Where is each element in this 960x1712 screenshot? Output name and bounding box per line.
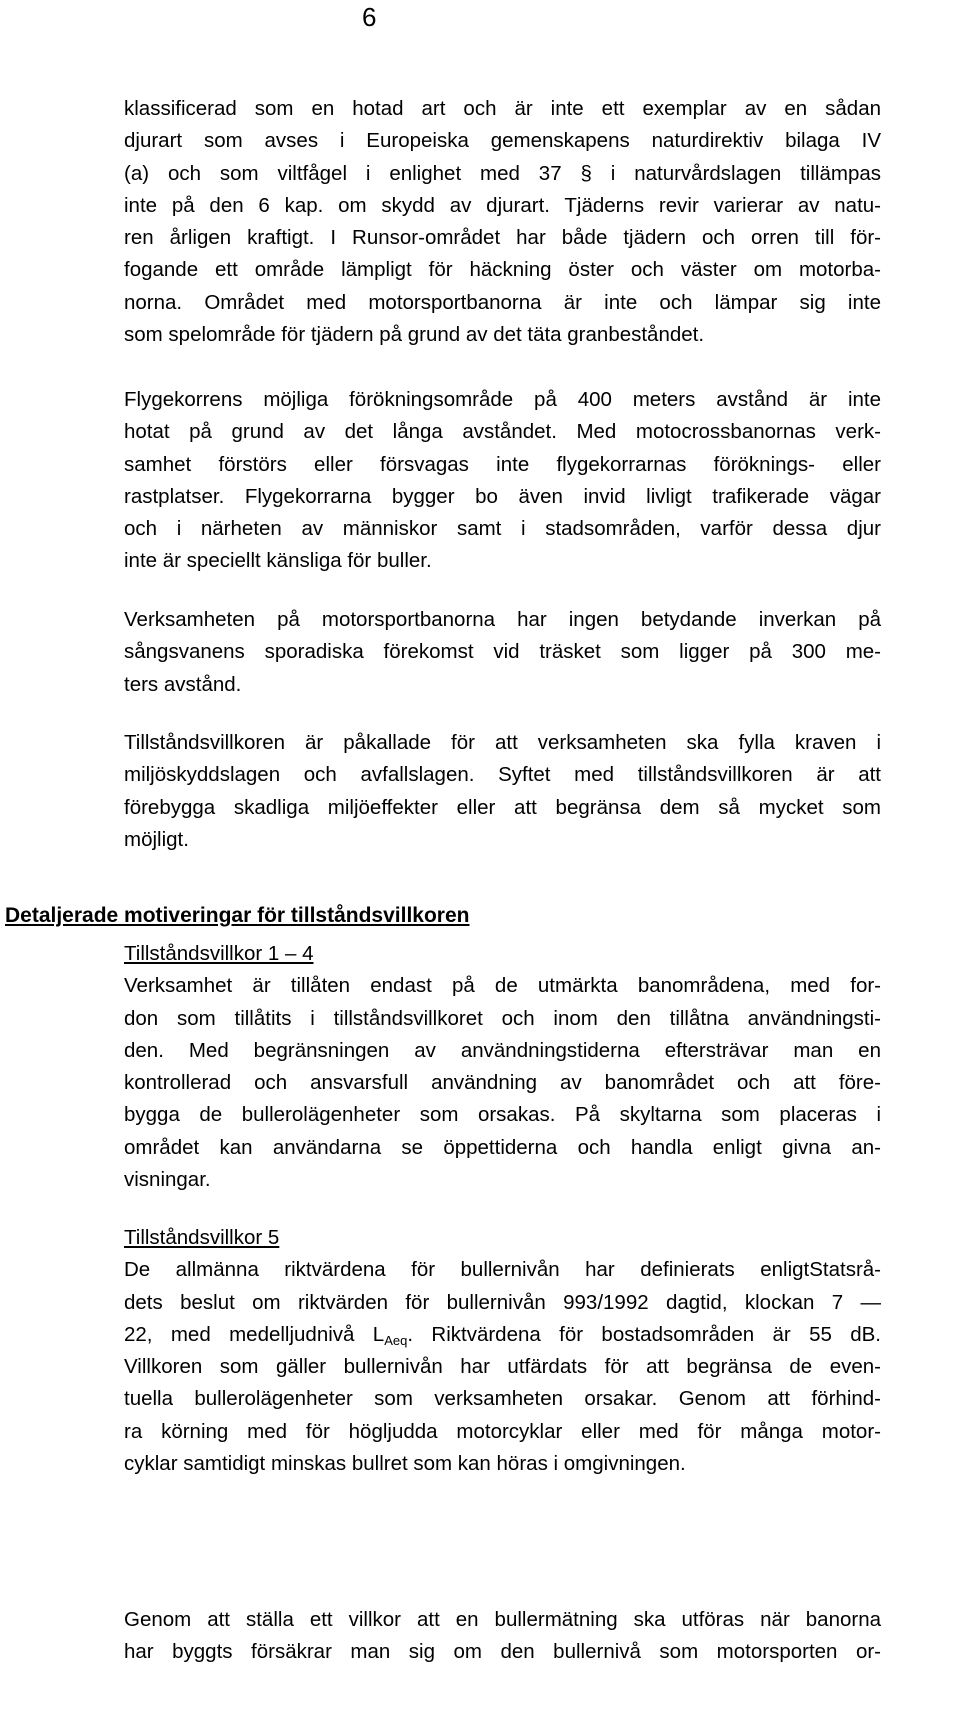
text-line: (a) och som viltfågel i enlighet med 37 § i naturvårdslagen tillämpas (124, 161, 881, 185)
text-line: möjligt. (124, 827, 189, 851)
text-line: ra körning med för högljudda motorcyklar eller med för många motor- (124, 1419, 881, 1443)
text-line: har byggts försäkrar man sig om den bullernivå som motorsporten or- (124, 1640, 881, 1664)
text-line: förebygga skadliga miljöeffekter eller att begränsa dem så mycket som (124, 795, 881, 819)
section-permit-condition-1-4 (124, 938, 881, 1196)
text-line: ters avstånd. (124, 672, 242, 696)
text-line: miljöskyddslagen och avfallslagen. Syftet med tillståndsvillkoren är att (124, 763, 881, 787)
text-line: Tillståndsvillkoren är påkallade för att verksamheten ska fylla kraven i (124, 731, 881, 754)
text-line: djurart som avses i Europeiska gemenskapens naturdirektiv bilaga IV (124, 129, 881, 153)
text-line: dets beslut om riktvärden för bullernivån 993/1992 dagtid, klockan 7 — (124, 1290, 881, 1314)
section-heading: Detaljerade motiveringar för tillståndsvillkoren (5, 904, 470, 927)
text-line: den. Med begränsningen av användningstiderna eftersträvar man en (124, 1038, 881, 1062)
section-permit-condition-5 (124, 1222, 881, 1480)
text-line: hotat på grund av det långa avståndet. Med motocrossbanornas verk- (124, 420, 881, 444)
text-line: Verksamheten på motorsportbanorna har ingen betydande inverkan på (124, 608, 881, 631)
text-line: området kan användarna se öppettiderna och handla enligt givna an- (124, 1135, 881, 1159)
text-line: klassificerad som en hotad art och är inte ett exemplar av en sådan (124, 97, 881, 120)
text-line: som spelområde för tjädern på grund av det täta granbeståndet. (124, 323, 705, 347)
paragraph-permit-conditions (124, 727, 881, 856)
text-fragment: . Riktvärdena för bostadsområden är 55 dB. (407, 1322, 881, 1346)
text-line: samhet förstörs eller försvagas inte flygekorrarnas föröknings- eller (124, 452, 881, 476)
page-number: 6 (362, 2, 377, 32)
subscript-aeq: Aeq (384, 1332, 408, 1348)
text-line: ren årligen kraftigt. I Runsor-området har både tjädern och orren till för- (124, 226, 881, 250)
text-line: inte är speciellt känsliga för buller. (124, 549, 432, 573)
text-line: rastplatser. Flygekorrarna bygger bo även invid livligt trafikerade vägar (124, 484, 881, 508)
text-line: visningar. (124, 1168, 211, 1192)
text-line: Genom att ställa ett villkor att en bullermätning ska utföras när banorna (124, 1608, 881, 1631)
paragraph-flying-squirrel (124, 384, 881, 578)
text-line: inte på den 6 kap. om skydd av djurart. Tjäderns revir varierar av natu- (124, 193, 881, 217)
subsection-title: Tillståndsvillkor 1 – 4 (124, 942, 314, 965)
text-line: norna. Området med motorsportbanorna är inte och lämpar sig inte (124, 290, 881, 314)
paragraph-whooper-swan (124, 604, 881, 701)
text-line: Villkoren som gäller bullernivån har utfärdats för att begränsa de even- (124, 1355, 881, 1379)
subsection-title: Tillståndsvillkor 5 (124, 1226, 280, 1249)
text-line: och i närheten av människor samt i stadsområden, varför dessa djur (124, 517, 881, 541)
text-line: sångsvanens sporadiska förekomst vid träsket som ligger på 300 me- (124, 640, 881, 664)
paragraph-noise-measurement (124, 1604, 881, 1669)
text-line: cyklar samtidigt minskas bullret som kan höras i omgivningen. (124, 1452, 686, 1476)
text-line: bygga de bullerolägenheter som orsakas. På skyltarna som placeras i (124, 1103, 881, 1127)
text-line: tuella bullerolägenheter som verksamheten orsakar. Genom att förhind- (124, 1387, 881, 1411)
text-fragment: 22, med medelljudnivå L (124, 1322, 385, 1346)
text-line: kontrollerad och ansvarsfull användning av banområdet och att före- (124, 1071, 881, 1095)
text-line: don som tillåtits i tillståndsvillkoret och inom den tillåtna användningsti- (124, 1006, 881, 1030)
paragraph-capercaillie (124, 93, 881, 351)
text-line: Flygekorrens möjliga förökningsområde på 400 meters avstånd är inte (124, 388, 881, 411)
text-line: fogande ett område lämpligt för häckning öster och väster om motorba- (124, 258, 881, 282)
text-line: De allmänna riktvärdena för bullernivån har definierats enligtStatsrå- (124, 1258, 881, 1282)
text-line: Verksamhet är tillåten endast på de utmärkta banområdena, med for- (124, 974, 881, 998)
text-line-with-subscript (124, 1319, 881, 1351)
